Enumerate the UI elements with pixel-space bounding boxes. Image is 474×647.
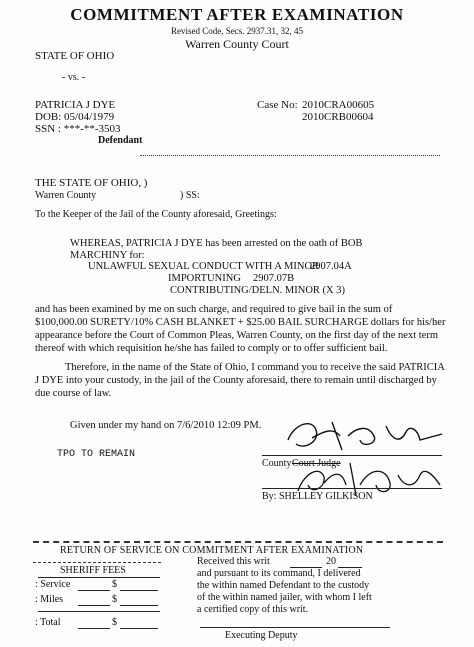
venue-ss: ) SS: [180,190,200,201]
case-number-2: 2010CRB00604 [302,111,374,123]
return-line-2: and pursuant to its command, I delivered [197,568,361,579]
whereas-line-1: WHEREAS, PATRICIA J DYE has been arrested on the oath of BOB [70,238,363,249]
return-line-3: the within named Defendant to the custody [197,580,370,591]
clerk-signature-line [262,488,442,489]
given-line: Given under my hand on 7/6/2010 12:09 PM. [70,420,262,431]
charge-3: CONTRIBUTING/DELN. MINOR (X 3) [170,285,345,296]
total-label: : Total [35,617,61,628]
tpo-note: TPO TO REMAIN [57,449,136,460]
case-number-1: 2010CRA00605 [302,99,375,111]
sheriff-fees-label: SHERIFF FEES [60,565,126,576]
bail-paragraph: and has been examined by me on such charge, and required to give bail in the sum of $100,000.00 SURETY/10% CASH BLANKET + $25.00 BAIL SURCHARGE dollars for his/her appearance before the Court of Common Pleas, Warren County, on the first day of the next term thereof with which requisition he/she has failed to comply or to offer sufficient bail. [35,304,446,354]
executing-deputy-label: Executing Deputy [225,630,298,641]
charge-1: UNLAWFUL SEXUAL CONDUCT WITH A MINOR [88,261,320,272]
return-line-5: a certified copy of this writ. [197,604,309,615]
county-label: County [262,458,292,469]
caption-divider [140,155,440,156]
return-title: RETURN OF SERVICE ON COMMITMENT AFTER EXAMINATION [60,545,364,556]
received-year: 20 [326,556,336,567]
return-line-4: of the within named jailer, with whom I left [197,592,372,603]
defendant-ssn: SSN : ***-**-3503 [35,123,121,135]
court-name: Warren County Court [185,37,289,51]
deputy-signature-line [200,627,390,628]
total-line [78,628,110,629]
case-number-label: Case No: [257,99,298,111]
struck-court-judge: Court Judge [292,458,341,469]
total-divider [38,611,160,612]
greeting: To the Keeper of the Jail of the County aforesaid, Greetings: [35,209,277,220]
return-divider [33,541,443,543]
miles-label: : Miles [35,594,64,605]
service-line [78,590,110,591]
state-label: STATE OF OHIO [35,50,115,62]
defendant-name: PATRICIA J DYE [35,99,116,111]
revised-code: Revised Code, Secs. 2937.31, 32, 45 [171,26,303,36]
versus-label: - vs. - [62,72,86,83]
whereas-line-2: MARCHINY for: [70,250,145,261]
received-line: Received this writ [197,556,270,567]
signed-by: By: SHELLEY GILKISON [262,491,373,502]
service-label: : Service [35,579,71,590]
sheriff-fees-divider [33,562,161,563]
charge-2: IMPORTUNING [168,273,241,284]
miles-dollar: $ [112,594,117,605]
total-dollar: $ [112,617,117,628]
defendant-dob: DOB: 05/04/1979 [35,111,115,123]
service-amount-line [120,590,158,591]
sheriff-fees-underline [38,577,160,578]
command-paragraph: Therefore, in the name of the State of Ohio, I command you to receive the said PATRICIA J DYE into your custody, in the jail of the County aforesaid, there to remain until discharged by due course of law. [35,362,445,399]
miles-line [78,605,110,606]
judge-signature [282,410,452,460]
venue-county: Warren County [35,190,97,201]
service-dollar: $ [112,579,117,590]
miles-amount-line [120,605,158,606]
charge-2-code: 2907.07B [253,273,295,284]
charge-1-code: 2907.04A [310,261,352,272]
venue-state: THE STATE OF OHIO, ) [35,177,148,189]
total-amount-line [120,628,158,629]
defendant-label: Defendant [98,135,143,146]
document-title: COMMITMENT AFTER EXAMINATION [70,5,404,24]
